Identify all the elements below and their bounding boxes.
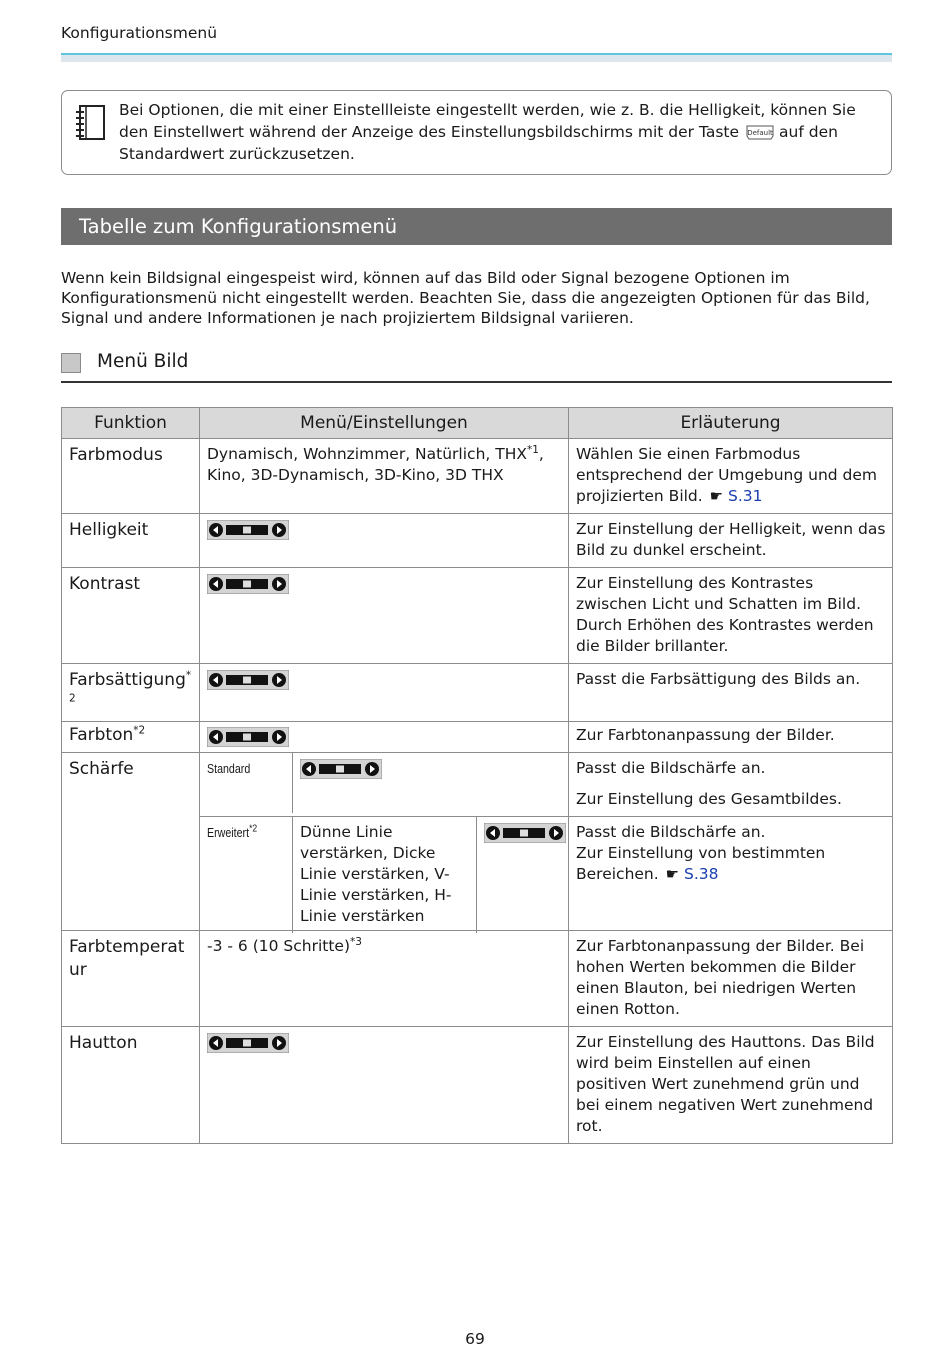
cell-explanation [569, 439, 893, 514]
config-table [61, 407, 893, 1144]
slider-bar-icon [207, 670, 289, 690]
function-label: Farbtemperatur [69, 937, 185, 980]
table-row [62, 722, 893, 753]
cell-settings [200, 817, 569, 931]
slider-bar-icon [207, 520, 289, 540]
function-label: Schärfe [69, 759, 134, 779]
header-funktion: Funktion [62, 408, 200, 439]
explanation-line: Zur Einstellung des Gesamtbildes. [576, 790, 842, 808]
header-menu-settings: Menü/Einstellungen [200, 408, 569, 439]
subsection-heading [61, 350, 892, 383]
page-header-title: Konfigurationsmenü [61, 24, 218, 42]
cell-explanation [569, 817, 893, 931]
settings-text-cont: , Kino, 3D-Dynamisch, 3D-Kino, 3D THX [207, 445, 544, 484]
intro-paragraph: Wenn kein Bildsignal eingespeist wird, können auf das Bild oder Signal bezogene Optionen im Konfigurationsmenü nicht eingestellt werden. Beachten Sie, dass die angezeigten Optionen für das Bild, Signal und andere Informationen je nach projiziertem Bildsignal variieren. [61, 269, 870, 327]
footnote-mark: *2 [69, 669, 192, 705]
cell-settings [200, 931, 569, 1027]
note-box [61, 90, 892, 175]
note-text-after: auf den Standardwert zurückzusetzen. [119, 123, 838, 163]
cell-explanation: Zur Einstellung des Hauttons. Das Bild wird beim Einstellen auf einen positiven Wert zunehmend grün und bei einem negativen Wert zunehmend rot. [569, 1027, 893, 1144]
explanation-line: Zur Einstellung von bestimmten Bereichen. ☛ S.38 [576, 844, 826, 883]
cell-function [62, 722, 200, 753]
note-text-before: Bei Optionen, die mit einer Einstellleiste eingestellt werden, wie z. B. die Helligkeit, können Sie den Einstellwert während der Anzeige des Einstellungsbildschirms mit der Taste [119, 101, 856, 141]
table-row [62, 931, 893, 1027]
page-number: 69 [465, 1330, 485, 1348]
cell-function [62, 1027, 200, 1144]
table-row [62, 439, 893, 514]
cell-explanation: Passt die Farbsättigung des Bilds an. [569, 664, 893, 722]
slider-bar-icon [207, 727, 289, 747]
slider-bar-icon [300, 759, 382, 779]
pointing-hand-icon: ☛ [665, 865, 680, 883]
function-label: Farbton [69, 725, 134, 745]
cell-explanation [569, 753, 893, 817]
settings-text: -3 - 6 (10 Schritte) [207, 937, 350, 955]
page-link[interactable]: S.38 [684, 865, 719, 883]
cell-function [62, 753, 200, 931]
cell-function [62, 931, 200, 1027]
cell-function [62, 439, 200, 514]
cell-settings [200, 753, 569, 817]
table-row [62, 1027, 893, 1144]
cell-settings [200, 568, 569, 664]
footnote-mark: *3 [350, 935, 362, 948]
table-row [62, 664, 893, 722]
footnote-mark: *1 [526, 443, 539, 456]
slider-bar-icon [207, 574, 289, 594]
header-erlaeuterung: Erläuterung [569, 408, 893, 439]
header-rule [61, 53, 892, 62]
cell-function [62, 514, 200, 568]
square-bullet-icon [61, 353, 81, 373]
cell-settings [200, 664, 569, 722]
explanation-text: Wählen Sie einen Farbmodus entsprechend der Umgebung und dem projizierten Bild. [576, 445, 878, 505]
function-label: Helligkeit [69, 520, 149, 540]
page-link[interactable]: S.31 [728, 487, 763, 505]
footnote-mark: *2 [133, 724, 146, 737]
cell-settings [200, 439, 569, 514]
default-key-label: Default [747, 129, 773, 137]
standard-label: Standard [207, 761, 251, 776]
explanation-line: Passt die Bildschärfe an. [576, 823, 766, 841]
cell-settings [200, 722, 569, 753]
slider-bar-icon [484, 823, 566, 843]
footnote-mark: *2 [249, 822, 258, 835]
cell-explanation: Zur Farbtonanpassung der Bilder. [569, 722, 893, 753]
table-header-row [62, 408, 893, 439]
cell-function [62, 664, 200, 722]
settings-text: Dynamisch, Wohnzimmer, Natürlich, THX [207, 445, 527, 463]
function-label: Hautton [69, 1033, 138, 1053]
table-row [62, 753, 893, 817]
note-text [119, 99, 889, 165]
cell-settings [200, 1027, 569, 1144]
table-row [62, 568, 893, 664]
pointing-hand-icon: ☛ [709, 487, 724, 505]
table-row [62, 514, 893, 568]
slider-bar-icon [207, 1033, 289, 1053]
cell-function [62, 568, 200, 664]
function-label: Farbsättigung [69, 670, 186, 690]
subsection-title: Menü Bild [97, 351, 189, 372]
section-title-bar: Tabelle zum Konfigurationsmenü [61, 208, 892, 245]
cell-explanation: Zur Farbtonanpassung der Bilder. Bei hohen Werten bekommen die Bilder einen Blauton, bei niedrigen Werten einen Rotton. [569, 931, 893, 1027]
cell-explanation: Zur Einstellung des Kontrastes zwischen Licht und Schatten im Bild. Durch Erhöhen des Kontrastes werden die Bilder brillanter. [569, 568, 893, 664]
notebook-icon [72, 103, 108, 143]
erweitert-label: Erweitert$^{*2}$ [207, 822, 258, 840]
explanation-line: Passt die Bildschärfe an. [576, 759, 766, 777]
default-key-icon [745, 124, 775, 140]
erweitert-options: Dünne Linie verstärken, Dicke Linie verstärken, V-Linie verstärken, H-Linie verstärken [293, 817, 477, 933]
cell-settings [200, 514, 569, 568]
function-label: Farbmodus [69, 445, 163, 465]
function-label: Kontrast [69, 574, 141, 594]
cell-explanation: Zur Einstellung der Helligkeit, wenn das Bild zu dunkel erscheint. [569, 514, 893, 568]
